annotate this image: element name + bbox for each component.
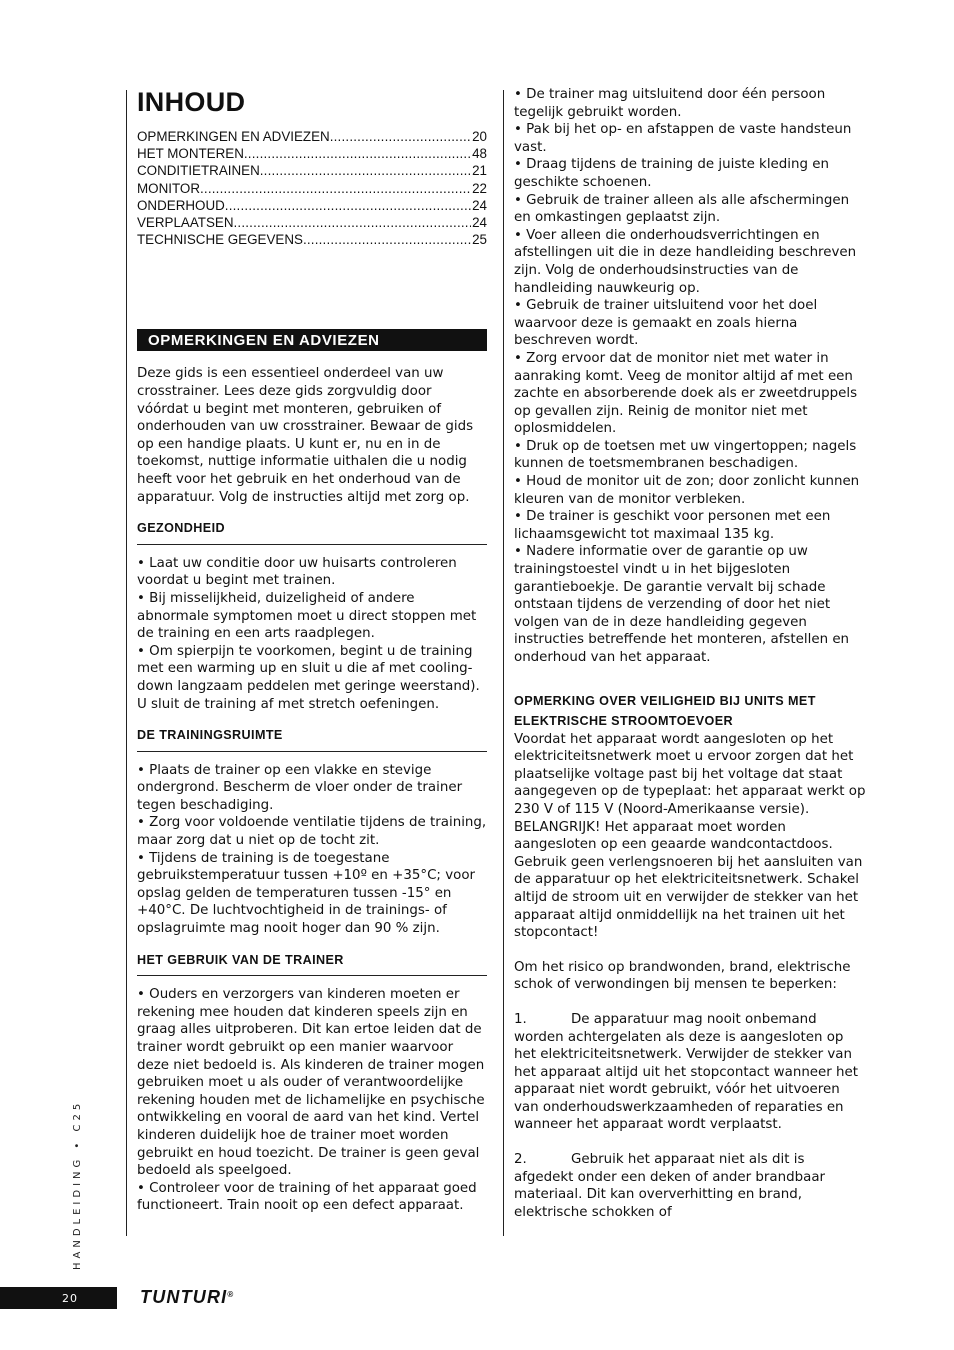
page-number: 20 xyxy=(62,1292,78,1305)
space-bullet: • Zorg voor voldoende ventilatie tijdens de training, maar zorg dat u niet op de tocht zit. xyxy=(137,814,487,849)
use-bullet: • De trainer mag uitsluitend door één persoon tegelijk gebruikt worden. xyxy=(514,86,866,121)
page-title: INHOUD xyxy=(137,87,246,117)
item-number: 2. xyxy=(514,1152,527,1168)
numbered-item xyxy=(514,1151,866,1221)
table-of-contents xyxy=(137,128,487,248)
toc-entry-title: VERPLAATSEN xyxy=(137,215,234,231)
item-text: De apparatuur mag nooit onbemand worden achtergelaten als deze is aangesloten op het elektriciteitsnetwerk. Verwijder de stekker van het apparaat altijd uit het stopcontact wanneer het apparaat niet wordt gebruikt, vóór het uitvoeren van onderhoudswerkzaamheden of reparaties en wanneer het apparaat wordt verplaatst. xyxy=(514,1011,859,1133)
section-heading-banner: OPMERKINGEN EN ADVIEZEN xyxy=(137,329,487,351)
electric-paragraph: Om het risico op brandwonden, brand, elektrische schok of verwondingen bij mensen te beperken: xyxy=(514,959,851,993)
toc-entry-title: ONDERHOUD xyxy=(137,197,225,213)
use-bullet: • Gebruik de trainer uitsluitend voor het doel waarvoor deze is gemaakt en zoals hierna beschreven wordt. xyxy=(514,297,866,350)
training-space-heading: DE TRAININGSRUIMTE xyxy=(137,727,487,752)
health-bullet: • Bij misselijkheid, duizeligheid of andere abnormale symptomen moet u direct stoppen met de training en een arts raadplegen. xyxy=(137,590,487,643)
use-bullet: • De trainer is geschikt voor personen met een lichaamsgewicht tot maximaal 135 kg. xyxy=(514,508,866,543)
toc-entry[interactable] xyxy=(137,128,487,145)
left-column xyxy=(137,86,487,1215)
electric-paragraph: Voordat het apparaat wordt aangesloten op het elektriciteitsnetwerk moet u ervoor zorgen dat het plaatselijke voltage past bij het voltage dat staat aangegeven op de typeplaat: het apparaat werkt op 230 V of 115 V (Noord-Amerikaanse versie). BELANGRIJK! Het apparaat moet worden aangesloten op een geaarde wandcontactdoos. Gebruik geen verlengsnoeren bij het aansluiten van de apparatuur op het elektriciteitsnetwerk. Schakel altijd de stroom uit en verwijder de stekker van het apparaat altijd onmiddellijk na het trainen uit het stopcontact! xyxy=(514,731,866,941)
page-number-bar xyxy=(0,1287,117,1309)
electric-safety-heading: OPMERKING OVER VEILIGHEID BIJ UNITS MET ELEKTRISCHE STROOMTOEVOER xyxy=(514,693,816,728)
right-column xyxy=(514,86,866,1221)
use-bullet: • Gebruik de trainer alleen als alle afschermingen en omkastingen geplaatst zijn. xyxy=(514,192,866,227)
toc-leader-dots xyxy=(200,180,471,197)
toc-entry-page: 20 xyxy=(472,129,487,144)
toc-leader-dots xyxy=(225,197,471,214)
health-heading: GEZONDHEID xyxy=(137,520,487,545)
toc-entry-title: HET MONTEREN xyxy=(137,146,244,162)
space-bullet: • Tijdens de training is de toegestane gebruikstemperatuur tussen +10º en +35°C; voor opslag gelden de temperaturen tussen -15° en +40°C. De luchtvochtigheid in de trainings- of opslagruimte mag nooit hoger dan 90 % zijn. xyxy=(137,850,487,938)
health-bullet: • Laat uw conditie door uw huisarts controleren voordat u begint met trainen. xyxy=(137,555,487,590)
toc-leader-dots xyxy=(234,214,472,231)
toc-entry-title: CONDITIETRAINEN xyxy=(137,163,260,179)
toc-entry-page: 21 xyxy=(472,163,487,179)
use-bullet: • Houd de monitor uit de zon; door zonlicht kunnen kleuren van de monitor verbleken. xyxy=(514,473,866,508)
use-bullet: • Zorg ervoor dat de monitor niet met water in aanraking komt. Veeg de monitor altijd af met een zachte en absorberende doek als er zweetdruppels op gevallen zijn. Reinig de monitor niet met oplosmiddelen. xyxy=(514,350,866,438)
toc-entry-title: OPMERKINGEN EN ADVIEZEN xyxy=(137,129,330,144)
use-bullet: • Pak bij het op- en afstappen de vaste handsteun vast. xyxy=(514,121,866,156)
side-label: HANDLEIDING • C25 xyxy=(72,1099,83,1270)
item-text: Gebruik het apparaat niet als dit is afgedekt onder een deken of ander brandbaar materiaal. Dit kan oververhitting en brand, elektrische schokken of xyxy=(514,1152,826,1220)
column-divider xyxy=(503,90,504,1236)
use-bullet: • Ouders en verzorgers van kinderen moeten er rekening mee houden dat kinderen speels zijn en graag alles uitproberen. Dit kan ertoe leiden dat de trainer wordt gebruikt op een manier waarvoor deze niet bedoeld is. Als kinderen de trainer mogen gebruiken moet u als ouder of verantwoordelijke rekening houden met de lichamelijke en psychische ontwikkeling en vooral de aard van het kind. Vertel kinderen duidelijk hoe de trainer moet worden gebruikt en houd toezicht. De trainer is geen geval bedoeld als speelgoed. xyxy=(137,986,487,1180)
toc-entry[interactable] xyxy=(137,145,487,162)
toc-entry-page: 24 xyxy=(472,215,487,231)
use-bullet: • Controleer voor de training of het apparaat goed functioneert. Train nooit op een defect apparaat. xyxy=(137,1180,487,1215)
use-bullet: • Draag tijdens de training de juiste kleding en geschikte schoenen. xyxy=(514,156,866,191)
trainer-use-heading: HET GEBRUIK VAN DE TRAINER xyxy=(137,952,487,977)
toc-entry[interactable] xyxy=(137,231,487,248)
health-bullet: • Om spierpijn te voorkomen, begint u de training met een warming up en sluit u die af met cooling-down langzaam peddelen met geringe weerstand). U sluit de training af met stretch oefeningen. xyxy=(137,643,487,713)
toc-entry-page: 48 xyxy=(472,146,487,162)
intro-paragraph: Deze gids is een essentieel onderdeel van uw crosstrainer. Lees deze gids zorgvuldig door vóórdat u begint met monteren, gebruiken of onderhouden van uw crosstrainer. Bewaar de gids op een handige plaats. U kunt er, nu en in de toekomst, nuttige informatie uithalen die u nodig heeft voor het gebruik en het onderhoud van de apparatuur. Volg de instructies altijd met zorg op. xyxy=(137,366,474,505)
toc-entry-page: 24 xyxy=(472,197,487,213)
toc-entry-title: TECHNISCHE GEGEVENS xyxy=(137,232,303,248)
toc-leader-dots xyxy=(244,145,471,162)
toc-entry[interactable] xyxy=(137,197,487,214)
brand-name: TUNTURI xyxy=(140,1287,228,1307)
space-bullet: • Plaats de trainer op een vlakke en stevige ondergrond. Bescherm de vloer onder de trainer tegen beschadiging. xyxy=(137,762,487,815)
use-bullet: • Nadere informatie over de garantie op uw trainingstoestel vindt u in het bijgesloten garantieboekje. De garantie vervalt bij schade ontstaan tijdens de verzending of door het niet volgen van de in deze handleiding gegeven instructies betreffende het monteren, afstellen en onderhoud van het apparaat. xyxy=(514,543,866,666)
toc-entry[interactable] xyxy=(137,162,487,179)
toc-leader-dots xyxy=(303,231,471,248)
toc-entry[interactable] xyxy=(137,214,487,231)
toc-leader-dots xyxy=(330,128,471,145)
registered-mark: ® xyxy=(227,1290,234,1299)
toc-entry-page: 22 xyxy=(472,180,487,196)
use-bullet: • Voer alleen die onderhoudsverrichtingen en afstellingen uit die in deze handleiding beschreven zijn. Volg de onderhoudsinstructies van de handleiding nauwkeurig op. xyxy=(514,227,866,297)
numbered-item xyxy=(514,1011,866,1134)
left-margin-rule xyxy=(126,90,127,1236)
toc-entry-page: 25 xyxy=(472,232,487,248)
toc-entry[interactable] xyxy=(137,180,487,197)
brand-logo xyxy=(140,1287,233,1307)
toc-entry-title: MONITOR xyxy=(137,180,200,196)
item-number: 1. xyxy=(514,1011,527,1027)
toc-leader-dots xyxy=(260,162,471,179)
use-bullet: • Druk op de toetsen met uw vingertoppen; nagels kunnen de toetsmembranen beschadigen. xyxy=(514,438,866,473)
